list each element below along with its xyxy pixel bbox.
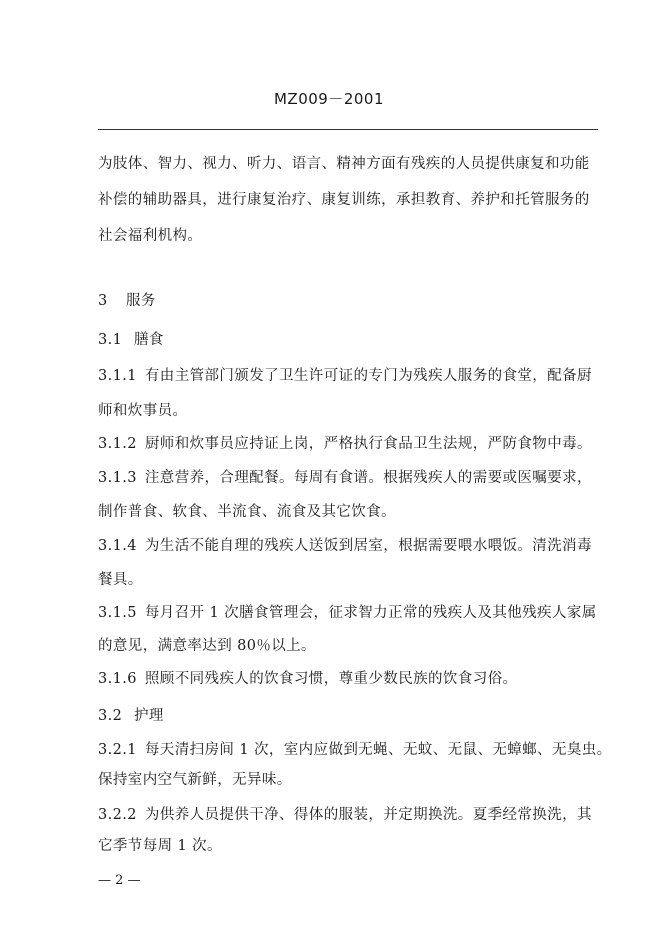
clause-number: 3.1.4 [98, 538, 137, 554]
clause-text: 每月召开 1 次膳食管理会，征求智力正常的残疾人及其他残疾人家属 [144, 605, 597, 621]
clause-number: 3.2.1 [98, 742, 137, 758]
clause-3-1-4-line-2: 餐具。 [98, 572, 143, 588]
clause-text: 为生活不能自理的残疾人送饭到居室，根据需要喂水喂饭。清洗消毒 [144, 538, 592, 554]
clause-3-1-3-line-1 [98, 469, 603, 487]
intro-line-3: 社会福利机构。 [98, 228, 203, 244]
intro-line-2: 补偿的辅助器具，进行康复治疗、康复训练，承担教育、养护和托管服务的 [98, 192, 590, 208]
clause-number: 3.1.5 [98, 605, 137, 621]
clause-number: 3.1.1 [98, 368, 137, 384]
section-3-1-heading [98, 331, 603, 349]
clause-number: 3.2.2 [98, 807, 137, 823]
clause-3-1-5-line-2: 的意见，满意率达到 80％以上。 [98, 638, 316, 654]
section-title: 膳食 [134, 332, 164, 348]
clause-3-2-1-line-1 [98, 741, 612, 759]
clause-3-1-6-line-1 [98, 670, 603, 688]
clause-number: 3.1.2 [98, 436, 137, 452]
clause-3-1-3-line-2: 制作普食、软食、半流食、流食及其它饮食。 [98, 504, 396, 520]
clause-3-1-4-line-1 [98, 537, 603, 555]
clause-number: 3.1.3 [98, 470, 137, 486]
clause-3-2-2-line-1 [98, 806, 603, 824]
document-code-header: MZ009－2001 [273, 90, 385, 108]
clause-3-2-2-line-2: 它季节每周 1 次。 [98, 838, 222, 854]
clause-text: 每天清扫房间 1 次，室内应做到无蝇、无蚊、无鼠、无蟑螂、无臭虫。 [144, 742, 612, 758]
header-rule [98, 129, 598, 130]
clause-3-1-1-line-1 [98, 367, 603, 385]
page-number: — 2 — [98, 873, 141, 888]
clause-3-1-1-line-2: 师和炊事员。 [98, 403, 188, 419]
clause-text: 有由主管部门颁发了卫生许可证的专门为残疾人服务的食堂，配备厨 [144, 368, 592, 384]
section-number: 3.1 [98, 332, 123, 348]
clause-text: 照顾不同残疾人的饮食习惯，尊重少数民族的饮食习俗。 [144, 671, 518, 687]
clause-number: 3.1.6 [98, 671, 137, 687]
clause-text: 厨师和炊事员应持证上岗，严格执行食品卫生法规，严防食物中毒。 [144, 436, 592, 452]
section-number: 3.2 [98, 708, 123, 724]
clause-text: 为供养人员提供干净、得体的服装，并定期换洗。夏季经常换洗，其 [144, 807, 592, 823]
clause-text: 注意营养，合理配餐。每周有食谱。根据残疾人的需要或医嘱要求， [144, 470, 592, 486]
clause-3-1-2-line-1 [98, 435, 603, 453]
section-title: 护理 [134, 708, 164, 724]
section-3-2-heading [98, 707, 603, 725]
section-3-heading [98, 292, 603, 310]
section-number: 3 [98, 293, 108, 309]
intro-line-1: 为肢体、智力、视力、听力、语言、精神方面有残疾的人员提供康复和功能 [98, 156, 590, 172]
section-title: 服务 [126, 293, 156, 309]
clause-3-2-1-line-2: 保持室内空气新鲜，无异味。 [98, 772, 292, 788]
clause-3-1-5-line-1 [98, 604, 603, 622]
